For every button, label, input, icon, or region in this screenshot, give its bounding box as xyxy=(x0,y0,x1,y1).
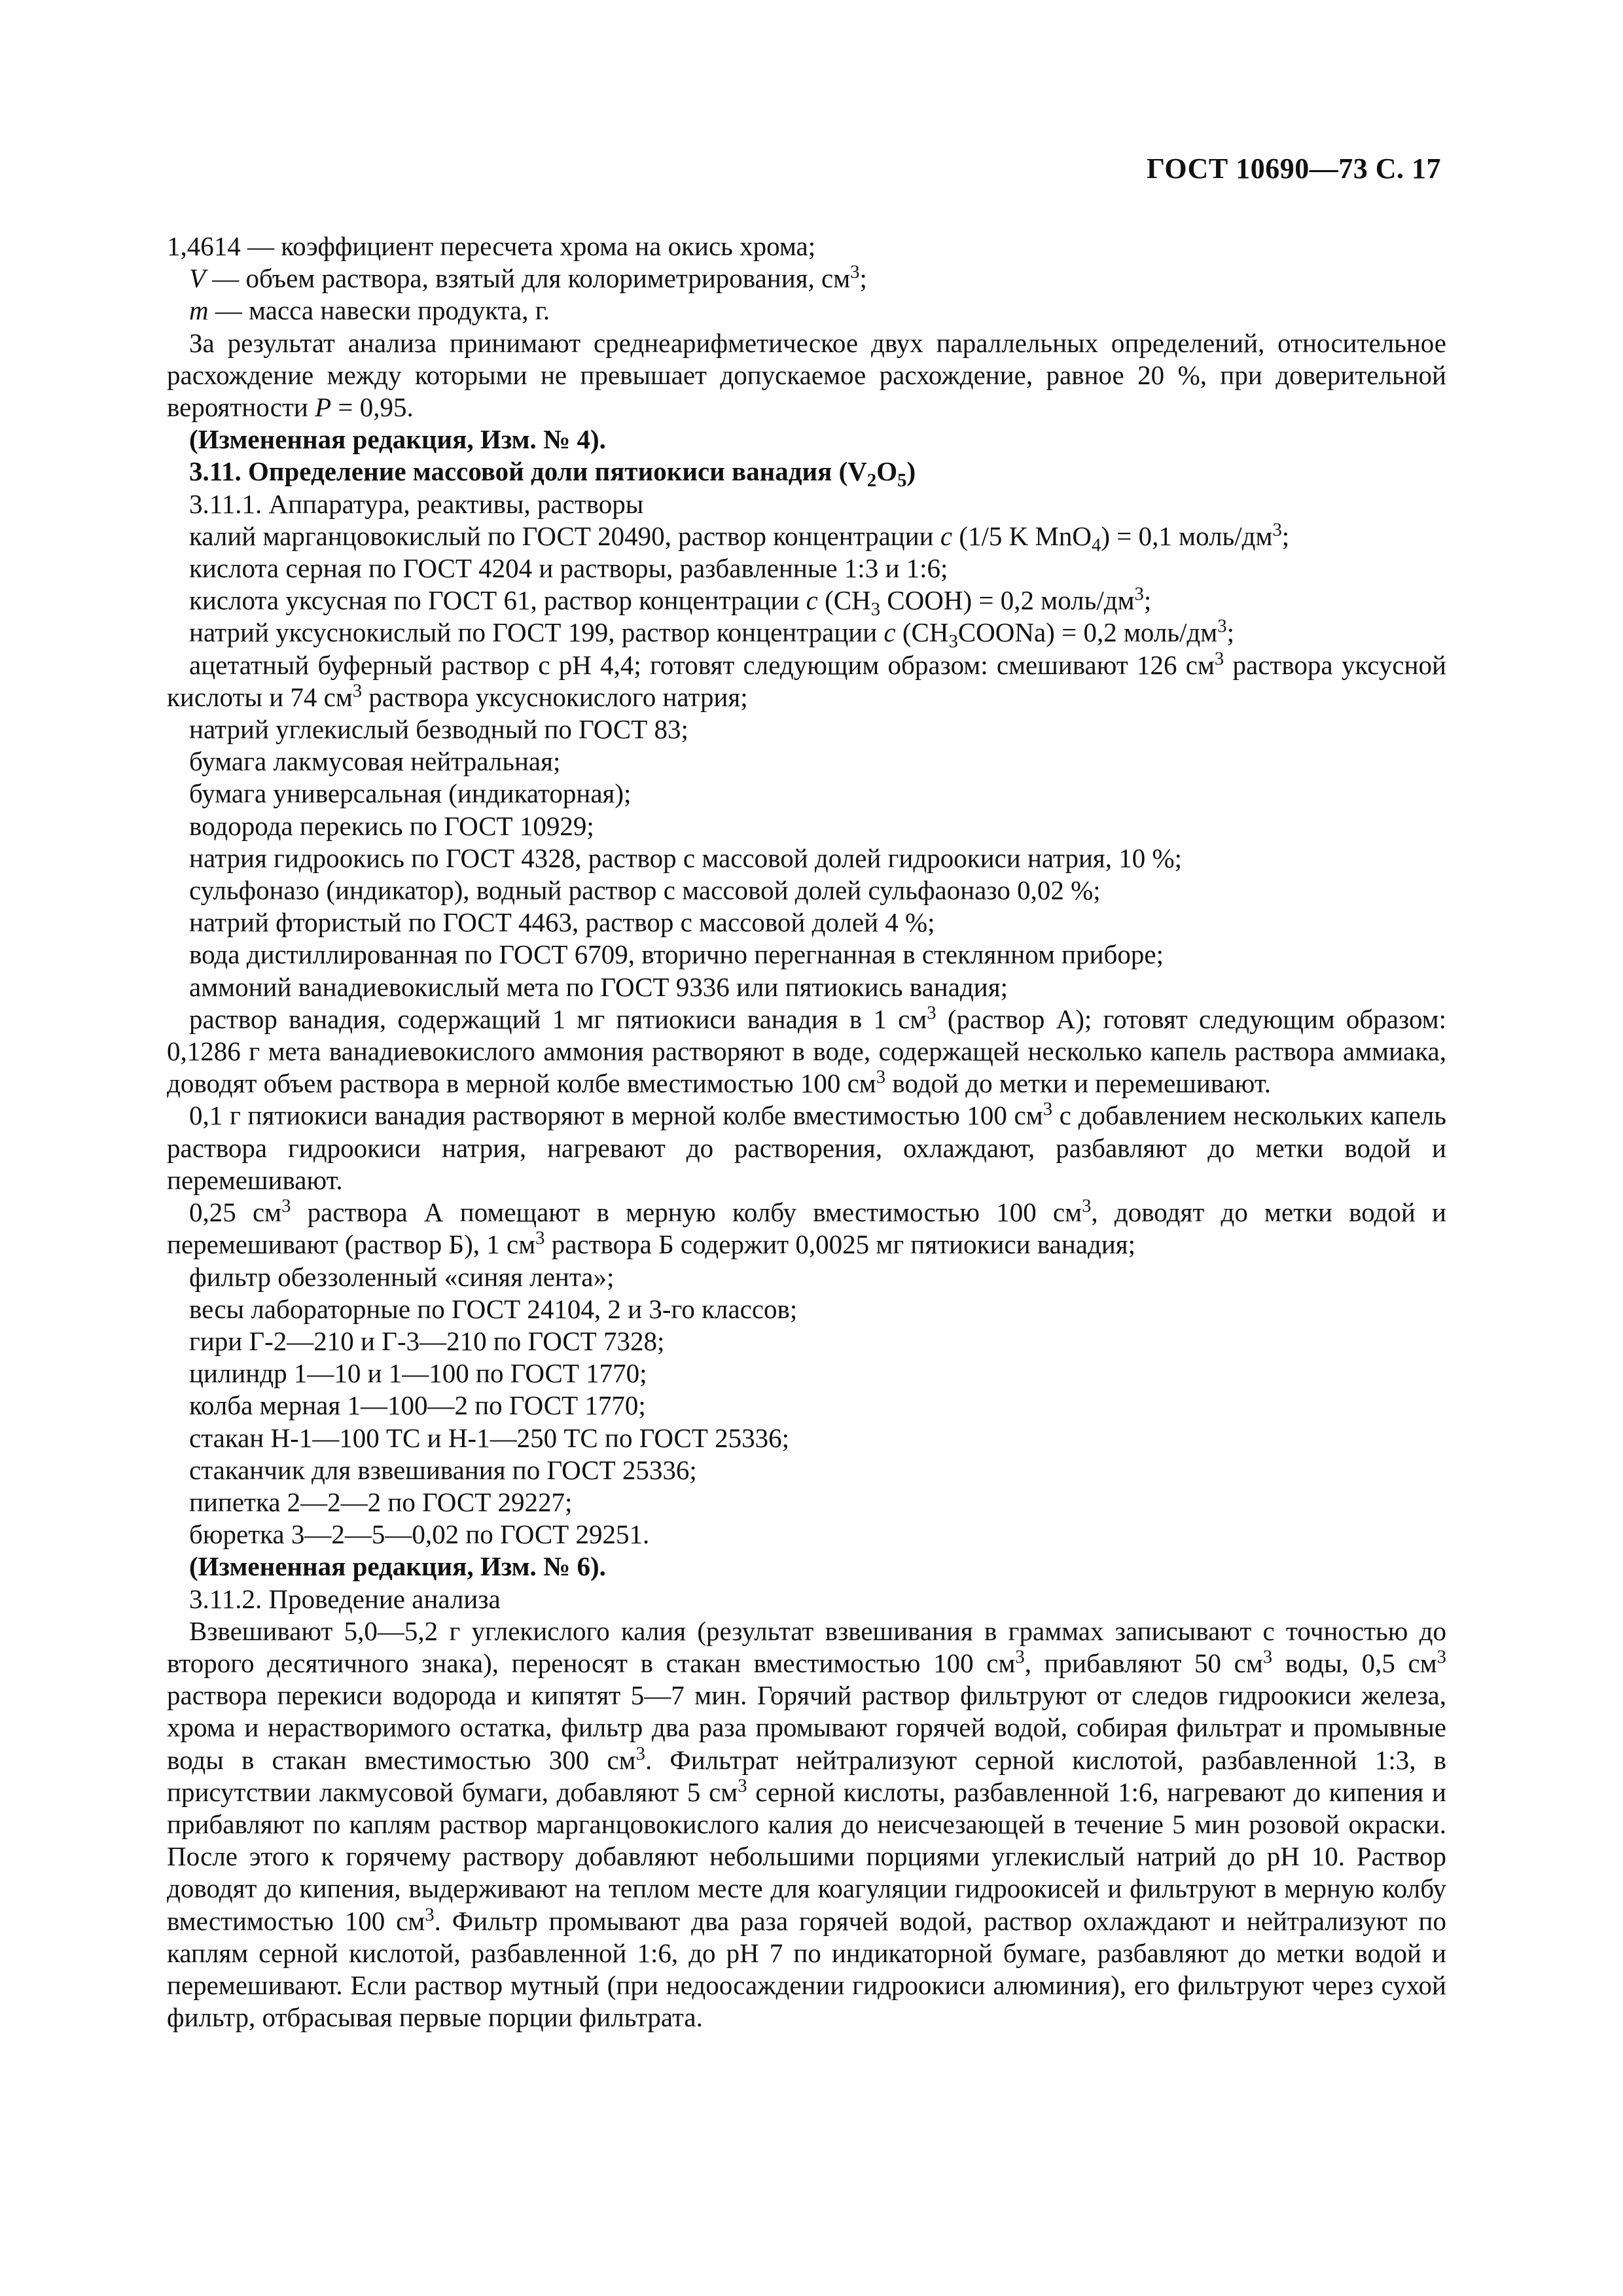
reagent-item: бумага универсальная (индикаторная); xyxy=(189,778,632,809)
reagent-item: калий марганцовокислый по ГОСТ 20490, раствор концентрации c (1/5 K MnO$_4$) = 0,1 моль/$дм^3$; xyxy=(189,519,1290,556)
reagent-item: бюретка 3—2—5—0,02 по ГОСТ 29251. xyxy=(189,1519,650,1550)
reagent-item: натрий уксуснокислый по ГОСТ 199, раствор концентрации c $(CH_3COONa) = 0,2$ моль/$дм^3$; xyxy=(189,615,1234,653)
amendment-note: (Измененная редакция, Изм. № 6). xyxy=(189,1551,606,1582)
reagent-item: вода дистиллированная по ГОСТ 6709, вторично перегнанная в стеклянном приборе; xyxy=(189,939,1164,970)
reagent-item: натрия гидроокись по ГОСТ 4328, раствор с массовой долей гидроокиси натрия, 10 %; xyxy=(189,842,1183,873)
paragraph: За результат анализа принимают среднеарифметическое двух параллельных определений, относительное расхождение между которыми не превышает допускаемое расхождение, равное 20 %, при доверительной вероятности P = 0,95. xyxy=(167,327,1446,423)
paragraph: 0,25 $см^3$ раствора А помещают в мерную колбу вместимостью 100 $см^3$, доводят до метки водой и перемешивают (раствор Б), 1 $см^3$ раствора Б содержит 0,0025 мг пятиокиси ванадия; xyxy=(167,1195,1446,1260)
reagent-item: бумага лакмусовая нейтральная; xyxy=(189,746,561,777)
reagent-item: гири Г-2—210 и Г-3—210 по ГОСТ 7328; xyxy=(189,1325,665,1356)
reagent-item: кислота уксусная по ГОСТ 61, раствор концентрации c ($CH_3$ COOH) = 0,2 моль/$дм^3$; xyxy=(189,583,1152,620)
reagent-item: натрий фтористый по ГОСТ 4463, раствор с массовой долей 4 %; xyxy=(189,907,935,938)
reagent-item: натрий углекислый безводный по ГОСТ 83; xyxy=(189,714,688,745)
reagent-item: фильтр обеззоленный «синяя лента»; xyxy=(189,1261,615,1292)
paragraph: Взвешивают 5,0—5,2 г углекислого калия (результат взвешивания в граммах записывают с точностью до второго десятичного знака), переносят в стакан вместимостью 100 $см^3$, прибавляют 50 $см^3$ воды, 0,5 $см^3$ раствора перекиси водорода и кипятят 5—7 мин. Горячий раствор фильтруют от следов гидроокиси железа, хрома и нерастворимого остатка, фильтр два раза промывают горячей водой, собирая фильтрат и промывные воды в стакан вместимостью 300 $см^3$. Фильтрат нейтрализуют серной кислотой, разбавленной 1:3, в присутствии лакмусовой бумаги, добавляют 5 $см^3$ серной кислоты, разбавленной 1:6, нагревают до кипения и прибавляют по каплям раствор марганцовокислого калия до неисчезающей в течение 5 мин розовой окраски. После этого к горячему раствору добавляют небольшими порциями углекислый натрий до pH 10. Раствор доводят до кипения, выдерживают на теплом месте для коагуляции гидроокисей и фильтруют в мерную колбу вместимостью 100 $см^3$. Фильтр промывают два раза горячей водой, раствор охлаждают и нейтрализуют по каплям серной кислотой, разбавленной 1:6, до pH 7 по индикаторной бумаге, разбавляют до метки водой и перемешивают. Если раствор мутный (при недоосаждении гидроокиси алюминия), его фильтруют через сухой фильтр, отбрасывая первые порции фильтрата. xyxy=(167,1615,1446,2033)
reagent-item: пипетка 2—2—2 по ГОСТ 29227; xyxy=(189,1486,573,1517)
page-header: ГОСТ 10690—73 С. 17 xyxy=(1146,152,1441,185)
section-heading: 3.11. Определение массовой доли пятиокиси ванадия $(V_2O_5)$ xyxy=(189,456,916,492)
subsection-heading: 3.11.1. Аппаратура, реактивы, растворы xyxy=(189,488,644,519)
paragraph: V — объем раствора, взятый для колориметрирования, $см^3$; xyxy=(189,261,867,294)
paragraph: 0,1 г пятиокиси ванадия растворяют в мерной колбе вместимостью 100 $см^3$ с добавлением нескольких капель раствора гидроокиси натрия, нагревают до растворения, охлаждают, разбавляют до метки водой и перемешивают. xyxy=(167,1098,1446,1195)
amendment-note: (Измененная редакция, Изм. № 4). xyxy=(189,424,606,455)
document-body xyxy=(167,230,1446,2034)
reagent-item: цилиндр 1—10 и 1—100 по ГОСТ 1770; xyxy=(189,1358,647,1389)
reagent-item: стакан Н-1—100 ТС и Н-1—250 ТС по ГОСТ 25336; xyxy=(189,1422,790,1453)
paragraph: m — масса навески продукта, г. xyxy=(189,295,550,326)
reagent-item: колба мерная 1—100—2 по ГОСТ 1770; xyxy=(189,1390,646,1421)
subsection-heading: 3.11.2. Проведение анализа xyxy=(189,1583,501,1614)
reagent-item: стаканчик для взвешивания по ГОСТ 25336; xyxy=(189,1454,697,1485)
reagent-item: сульфоназо (индикатор), водный раствор с массовой долей сульфаоназо 0,02 %; xyxy=(189,875,1101,906)
reagent-item: водорода перекись по ГОСТ 10929; xyxy=(189,810,594,841)
reagent-item: ацетатный буферный раствор с pH 4,4; готовят следующим образом: смешивают 126 $см^3$ раствора уксусной кислоты и 74 $см^3$ раствора уксуснокислого натрия; xyxy=(167,647,1446,712)
paragraph: 1,4614 — коэффициент пересчета хрома на окись хрома; xyxy=(167,231,816,261)
reagent-item: раствор ванадия, содержащий 1 мг пятиокиси ванадия в 1 $см^3$ (раствор А); готовят следующим образом: 0,1286 г мета ванадиевокислого аммония растворяют в воде, содержащей несколько капель раствора аммиака, доводят объем раствора в мерной колбе вместимостью 100 $см^3$ водой до метки и перемешивают. xyxy=(167,1002,1447,1099)
reagent-item: весы лабораторные по ГОСТ 24104, 2 и 3-го классов; xyxy=(189,1293,798,1324)
reagent-item: кислота серная по ГОСТ 4204 и растворы, разбавленные 1:3 и 1:6; xyxy=(189,553,948,584)
reagent-item: аммоний ванадиевокислый мета по ГОСТ 9336 или пятиокись ванадия; xyxy=(189,971,1008,1002)
